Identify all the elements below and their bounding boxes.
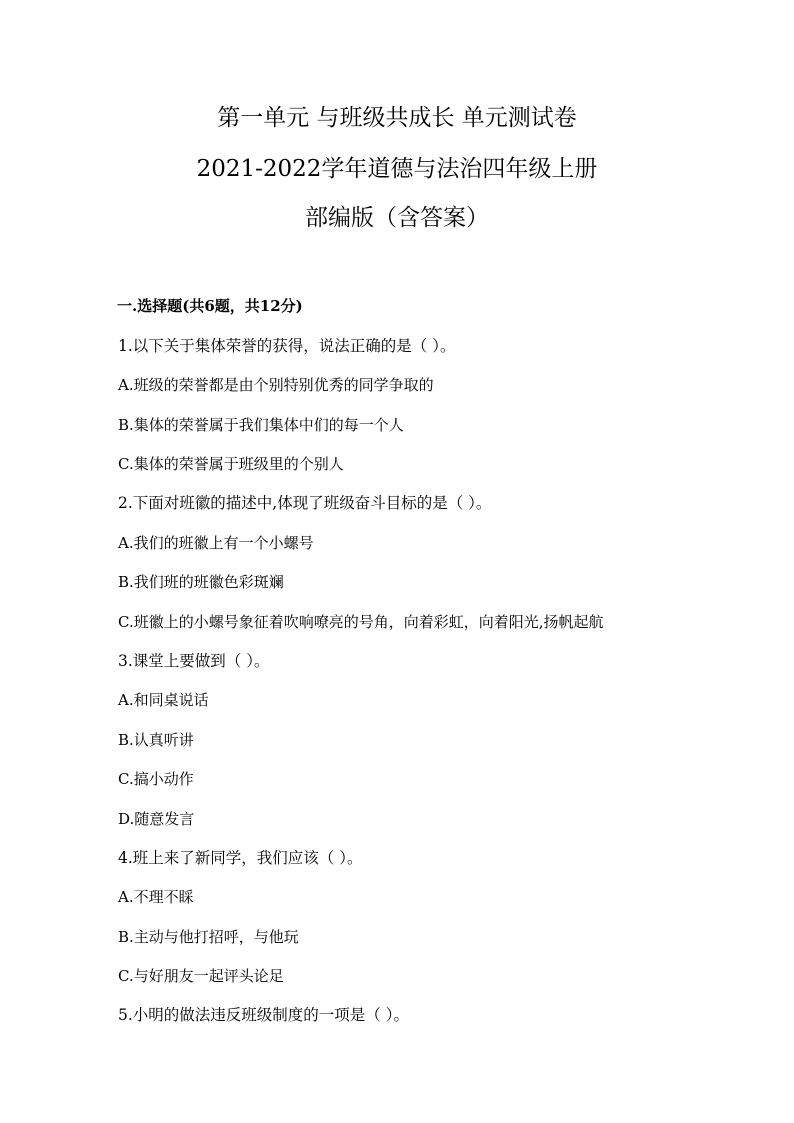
page-title-line-3: 部编版（含答案）	[305, 205, 489, 231]
question-2-option-a: A.我们的班徽上有一个小螺号	[118, 534, 314, 552]
question-1-option-a: A.班级的荣誉都是由个别特别优秀的同学争取的	[118, 376, 434, 394]
question-3-option-b: B.认真听讲	[118, 731, 194, 749]
page-title-line-1: 第一单元 与班级共成长 单元测试卷	[217, 105, 577, 131]
question-1-stem: 1.以下关于集体荣誉的获得，说法正确的是（ ）。	[118, 337, 456, 355]
question-3-option-c: C.搞小动作	[118, 770, 194, 788]
question-5-stem: 5.小明的做法违反班级制度的一项是（ ）。	[118, 1006, 409, 1024]
question-2-option-c: C.班徽上的小螺号象征着吹响嘹亮的号角，向着彩虹，向着阳光,扬帆起航	[118, 613, 604, 631]
question-3-option-d: D.随意发言	[118, 810, 195, 828]
question-4-stem: 4.班上来了新同学，我们应该（ ）。	[118, 849, 363, 867]
question-4-option-a: A.不理不睬	[118, 888, 194, 906]
question-4-option-b: B.主动与他打招呼，与他玩	[118, 928, 299, 946]
question-3-stem: 3.课堂上要做到（ ）。	[118, 652, 270, 670]
question-2-option-b: B.我们班的班徽色彩斑斓	[118, 573, 284, 591]
section-heading: 一.选择题(共6题，共12分)	[117, 297, 303, 315]
question-2-stem: 2.下面对班徽的描述中,体现了班级奋斗目标的是（ ）。	[118, 494, 492, 512]
page-title-line-2: 2021-2022学年道德与法治四年级上册	[196, 156, 598, 182]
question-3-option-a: A.和同桌说话	[118, 691, 209, 709]
question-4-option-c: C.与好朋友一起评头论足	[118, 967, 284, 985]
question-1-option-c: C.集体的荣誉属于班级里的个别人	[118, 455, 344, 473]
question-1-option-b: B.集体的荣誉属于我们集体中们的每一个人	[118, 416, 404, 434]
